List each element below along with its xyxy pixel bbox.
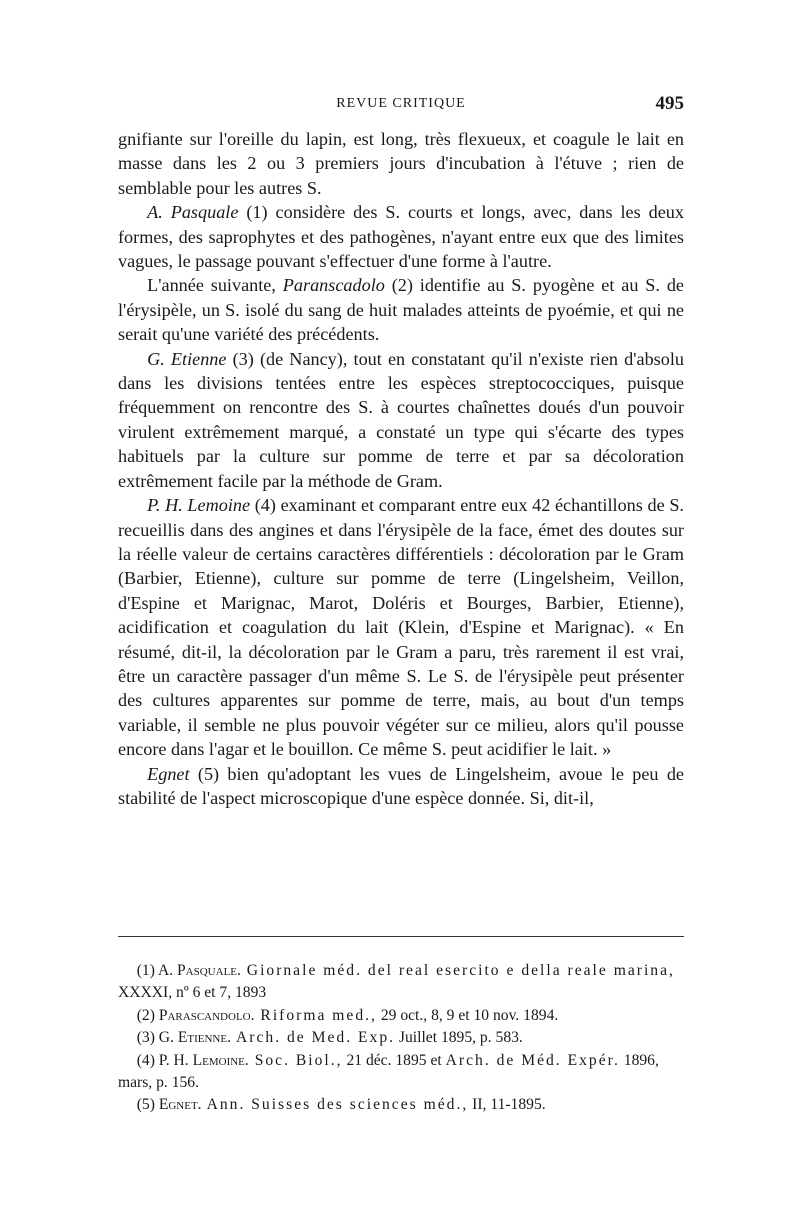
paragraph-continuation bbox=[118, 127, 684, 200]
page-header bbox=[118, 93, 684, 120]
paragraph-lead: L'année suivante, bbox=[147, 275, 283, 296]
footnote-author: Parascandolo. bbox=[158, 1006, 255, 1024]
footnote-journal: Giornale méd. del real esercito e della reale marina, bbox=[240, 962, 675, 979]
author-name: P. H. Lemoine bbox=[147, 495, 251, 516]
author-name: Paranscadolo bbox=[282, 275, 385, 296]
paragraph-text: (4) examinant et comparant entre eux 42 échantillons de S. recueillis dans des angines et dans l'érysipèle de la face, émet des doutes sur la réelle valeur de certains caractères différentiels : décoloration par le Gram (Barbier, Etienne), culture sur pomme de terre (Lingelsheim, Veillon, d'Espine et Marignac, Marot, Doléris et Bourges, Barbier, Etienne), acidification et coagulation du lait (Klein, d'Espine et Marignac). « En résumé, dit-il, la décoloration par le Gram a paru, très rarement il est vrai, être un caractère passager d'un même S. Le S. de l'érysipèle peut présenter des cultures apparentes sur pomme de terre, mais, au bout d'un temps variable, il semble ne plus pouvoir végéter sur ce milieu, alors qu'il pousse encore dans l'agar et le bouillon. Ce même S. peut acidifier le lait. » bbox=[118, 495, 684, 760]
footnote-journal: Riforma med., bbox=[254, 1006, 377, 1024]
author-name: Egnet bbox=[147, 763, 190, 784]
footnote-5 bbox=[118, 1094, 684, 1116]
author-name: A. Pasquale bbox=[147, 202, 239, 223]
paragraph-text: (3) (de Nancy), tout en constatant qu'il n'existe rien d'absolu dans les divisions tentées entre les espèces streptococciques, puisque fréquemment on rencontre des S. à courtes chaînettes doués d'un pouvoir virulent extrêmement marqué, a constaté un type qui s'écarte des types habituels par la culture sur pomme de terre et par sa décoloration extrêmement facile par la méthode de Gram. bbox=[118, 348, 684, 491]
paragraph-text: (2) identifie au S. pyogène et au S. de l'érysipèle, un S. isolé du sang de huit malades atteints de pyoémie, et qui ne serait qu'une variété des précédents. bbox=[118, 275, 685, 345]
author-name: G. Etienne bbox=[147, 348, 227, 369]
footnote-journal: Soc. Biol., bbox=[248, 1051, 343, 1069]
footnotes bbox=[118, 960, 684, 1117]
paragraph-etienne bbox=[118, 347, 684, 493]
footnote-detail: 29 oct., 8, 9 et 10 nov. 1894. bbox=[376, 1006, 559, 1024]
body-text bbox=[118, 127, 684, 810]
footnote-3 bbox=[118, 1027, 684, 1049]
footnote-4 bbox=[118, 1050, 684, 1095]
running-title: REVUE CRITIQUE bbox=[336, 96, 466, 111]
footnote-1 bbox=[118, 960, 684, 1005]
paragraph-lemoine bbox=[118, 493, 684, 761]
paragraph-text: (5) bien qu'adoptant les vues de Lingelsheim, avoue le peu de stabilité de l'aspect microscopique d'une espèce donnée. Si, dit-il, bbox=[118, 763, 684, 808]
footnote-journal: Arch. de Méd. Expér. bbox=[445, 1051, 620, 1069]
footnote-author: Lemoine. bbox=[192, 1051, 249, 1069]
footnote-journal: Ann. Suisses des sciences méd., bbox=[201, 1096, 469, 1114]
footnote-number: (4) P. H. bbox=[136, 1051, 193, 1069]
page-number: 495 bbox=[655, 93, 684, 114]
paragraph-egnet bbox=[118, 762, 684, 811]
paragraph-pasquale bbox=[118, 200, 684, 273]
footnote-detail: 1896, mars, p. 156. bbox=[118, 1051, 659, 1092]
footnote-journal: Arch. de Med. Exp. bbox=[231, 1029, 396, 1047]
footnote-author: Egnet. bbox=[158, 1096, 202, 1114]
footnote-2 bbox=[118, 1005, 684, 1027]
footnote-number: (3) G. bbox=[136, 1029, 178, 1047]
paragraph-text: gnifiante sur l'oreille du lapin, est long, très flexueux, et coagule le lait en masse dans les 2 ou 3 premiers jours d'incubation à l'étuve ; rien de semblable pour les autres S. bbox=[118, 129, 684, 198]
footnote-detail: Juillet 1895, p. 583. bbox=[395, 1029, 523, 1047]
footnote-detail: II, 11-1895. bbox=[468, 1096, 546, 1114]
footnote-author: Etienne. bbox=[177, 1029, 231, 1047]
footnote-author: Pasquale. bbox=[177, 962, 241, 979]
footnote-number: (2) bbox=[136, 1006, 159, 1024]
footnote-detail: 21 déc. 1895 et bbox=[342, 1051, 446, 1069]
footnote-number: (1) A. bbox=[136, 962, 177, 979]
paragraph-text: (1) considère des S. courts et longs, avec, dans les deux formes, des saprophytes et des pathogènes, n'ayant entre eux que des limites vagues, le passage pouvant s'effectuer d'une forme à l'autre. bbox=[118, 202, 684, 272]
footnote-detail: XXXXI, nº 6 et 7, 1893 bbox=[118, 984, 267, 1002]
footnote-divider bbox=[118, 936, 684, 937]
footnote-number: (5) bbox=[136, 1096, 159, 1114]
paragraph-paranscadolo bbox=[118, 273, 684, 346]
